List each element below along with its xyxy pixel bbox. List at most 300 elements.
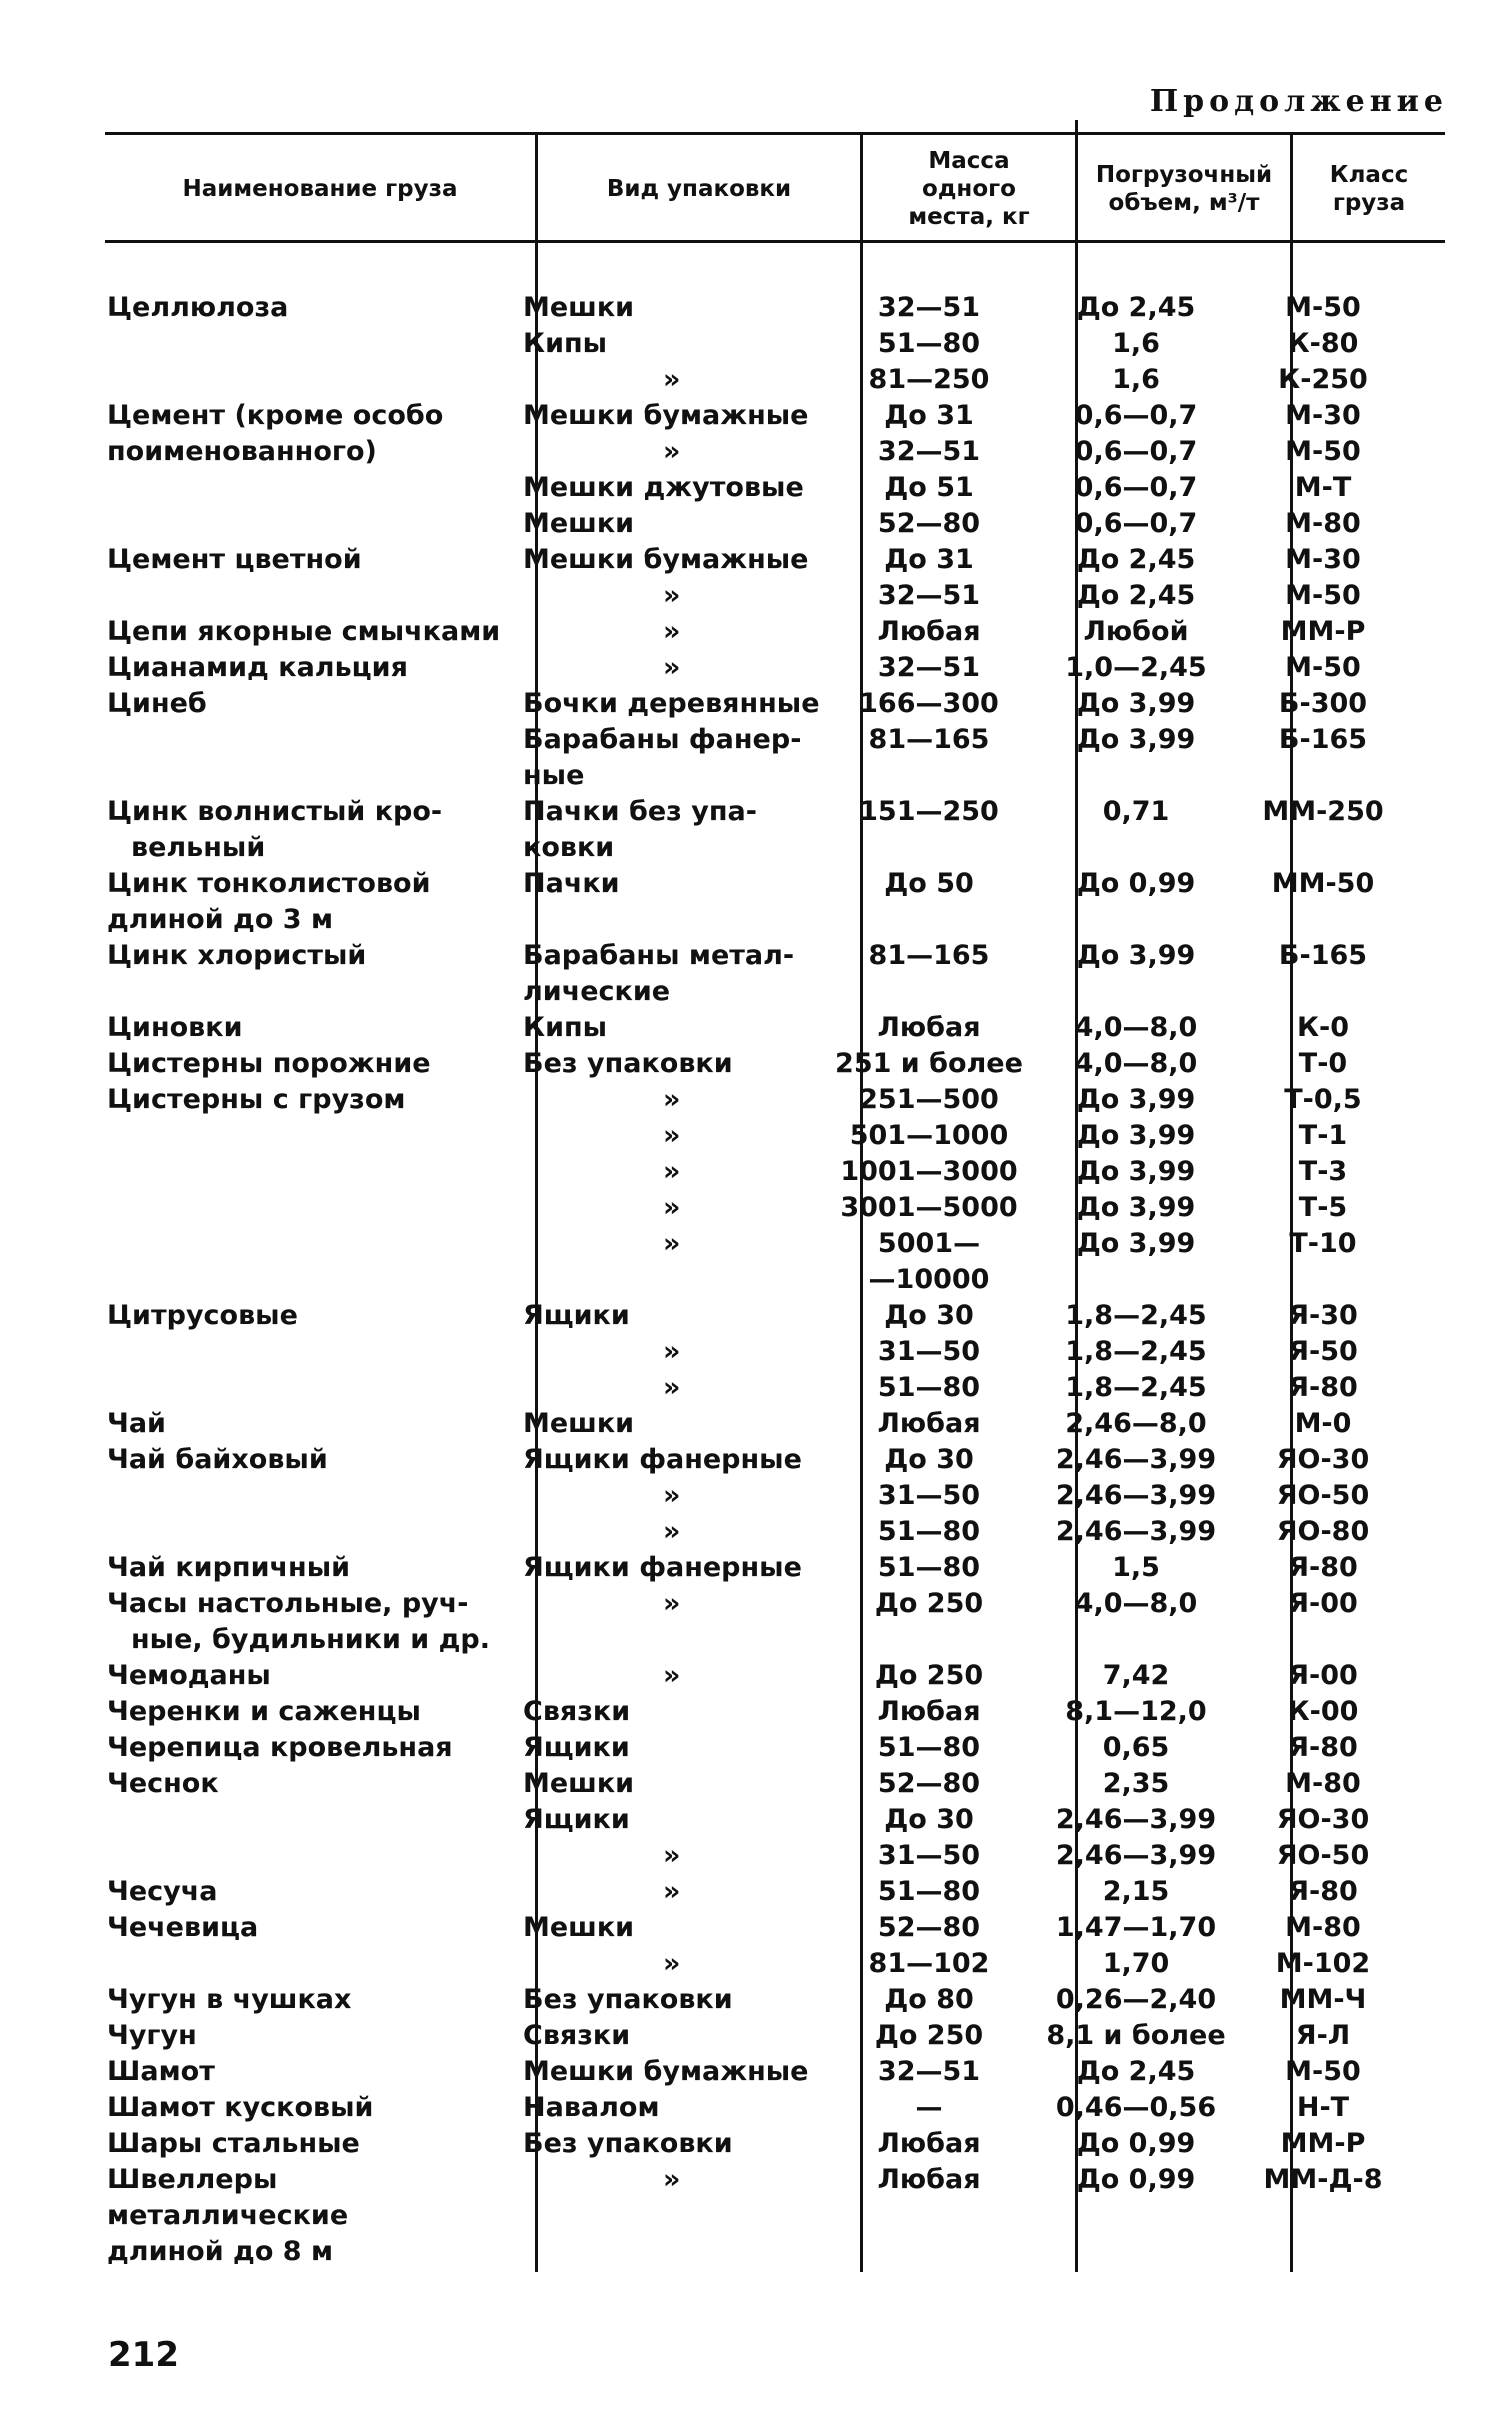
mass-cell: Любая bbox=[877, 2128, 981, 2159]
packaging-cell: » bbox=[663, 1192, 681, 1223]
volume-cell: 0,6—0,7 bbox=[1074, 472, 1198, 503]
mass-cell: До 51 bbox=[884, 472, 974, 503]
mass-cell: 32—51 bbox=[877, 580, 981, 611]
class-cell: Н-Т bbox=[1296, 2092, 1350, 2123]
class-cell: ЯО-30 bbox=[1276, 1804, 1370, 1835]
cargo-name-cell: вельный bbox=[131, 832, 266, 863]
cargo-name-cell: поименованного) bbox=[107, 436, 377, 467]
cargo-name-cell: длиной до 3 м bbox=[107, 904, 334, 935]
packaging-cell: Ящики bbox=[523, 1732, 630, 1763]
volume-cell: До 3,99 bbox=[1076, 1228, 1196, 1259]
volume-cell: 0,6—0,7 bbox=[1074, 436, 1198, 467]
table-header-rule bbox=[105, 240, 1445, 243]
cargo-name-cell: Цинеб bbox=[107, 688, 207, 719]
class-cell bbox=[1243, 1622, 1403, 1658]
class-cell: М-80 bbox=[1285, 1768, 1361, 1799]
mass-cell: До 30 bbox=[884, 1804, 974, 1835]
mass-cell: 251—500 bbox=[859, 1084, 999, 1115]
mass-cell: 32—51 bbox=[877, 436, 981, 467]
class-cell: ЯО-80 bbox=[1276, 1516, 1370, 1547]
mass-cell: 81—250 bbox=[868, 364, 990, 395]
volume-cell: До 3,99 bbox=[1076, 688, 1196, 719]
packaging-cell: Бочки деревянные bbox=[523, 688, 820, 719]
table-row bbox=[0, 722, 1504, 758]
cargo-name-cell: Чеснок bbox=[107, 1768, 219, 1799]
cargo-name-cell: Цинк хлористый bbox=[107, 940, 367, 971]
mass-cell bbox=[829, 974, 1029, 1010]
cargo-name-cell: Цепи якорные смычками bbox=[107, 616, 501, 647]
mass-cell bbox=[829, 830, 1029, 866]
table-row bbox=[0, 1694, 1504, 1730]
packaging-cell: » bbox=[663, 580, 681, 611]
cargo-name-cell bbox=[107, 1262, 527, 1298]
volume-cell: До 3,99 bbox=[1076, 1156, 1196, 1187]
cargo-name-cell: Черенки и саженцы bbox=[107, 1696, 421, 1727]
mass-cell: До 31 bbox=[884, 544, 974, 575]
volume-cell: 0,6—0,7 bbox=[1074, 508, 1198, 539]
class-cell: ЯО-50 bbox=[1276, 1480, 1370, 1511]
packaging-cell: Связки bbox=[523, 2020, 631, 2051]
table-row bbox=[0, 1982, 1504, 2018]
cargo-name-cell bbox=[107, 1838, 527, 1874]
class-cell: ММ-50 bbox=[1271, 868, 1375, 899]
packaging-cell: Ящики фанерные bbox=[523, 1552, 802, 1583]
volume-cell: 0,46—0,56 bbox=[1055, 2092, 1217, 2123]
volume-cell: 0,71 bbox=[1102, 796, 1170, 827]
table-row bbox=[0, 1442, 1504, 1478]
volume-cell bbox=[1029, 830, 1243, 866]
class-cell: Т-10 bbox=[1289, 1228, 1357, 1259]
volume-cell bbox=[1029, 2234, 1243, 2270]
cargo-name-cell bbox=[107, 362, 527, 398]
mass-cell: Любая bbox=[877, 616, 981, 647]
cargo-name-cell: Чечевица bbox=[107, 1912, 259, 1943]
table-row bbox=[0, 1478, 1504, 1514]
volume-cell: 2,15 bbox=[1102, 1876, 1170, 1907]
table-row bbox=[0, 470, 1504, 506]
cargo-name-cell bbox=[107, 1154, 527, 1190]
volume-cell bbox=[1029, 974, 1243, 1010]
packaging-cell: Без упаковки bbox=[523, 2128, 733, 2159]
mass-cell: 51—80 bbox=[877, 1372, 981, 1403]
table-row bbox=[0, 866, 1504, 902]
mass-cell: 501—1000 bbox=[849, 1120, 1009, 1151]
packaging-cell: Мешки bbox=[523, 508, 635, 539]
table-row bbox=[0, 1802, 1504, 1838]
mass-cell: До 30 bbox=[884, 1300, 974, 1331]
mass-cell bbox=[829, 902, 1029, 938]
packaging-cell bbox=[523, 1262, 823, 1298]
packaging-cell: » bbox=[663, 436, 681, 467]
class-cell: Я-80 bbox=[1288, 1732, 1358, 1763]
mass-cell bbox=[829, 758, 1029, 794]
mass-cell: 81—165 bbox=[868, 724, 990, 755]
volume-cell: 2,46—3,99 bbox=[1055, 1804, 1217, 1835]
packaging-cell: » bbox=[663, 1336, 681, 1367]
cargo-name-cell: Часы настольные, руч- bbox=[107, 1588, 469, 1619]
cargo-name-cell: Цианамид кальция bbox=[107, 652, 408, 683]
cargo-name-cell: Чугун в чушках bbox=[107, 1984, 352, 2015]
cargo-name-cell bbox=[107, 1190, 527, 1226]
mass-cell: 151—250 bbox=[859, 796, 999, 827]
volume-cell: 1,5 bbox=[1112, 1552, 1160, 1583]
cargo-name-cell: Цемент (кроме особо bbox=[107, 400, 444, 431]
volume-cell: 7,42 bbox=[1102, 1660, 1170, 1691]
volume-cell: До 2,45 bbox=[1076, 544, 1196, 575]
class-cell: М-80 bbox=[1285, 508, 1361, 539]
mass-cell: Любая bbox=[877, 2164, 981, 2195]
table-row bbox=[0, 1406, 1504, 1442]
volume-cell: 8,1 и более bbox=[1046, 2020, 1226, 2051]
table-row bbox=[0, 1298, 1504, 1334]
table-row bbox=[0, 1190, 1504, 1226]
packaging-cell bbox=[523, 1622, 823, 1658]
table-row bbox=[0, 1514, 1504, 1550]
table-row bbox=[0, 1334, 1504, 1370]
mass-cell: 51—80 bbox=[877, 1516, 981, 1547]
cargo-name-cell: Чугун bbox=[107, 2020, 197, 2051]
continued-label: Продолжение bbox=[1149, 84, 1448, 119]
packaging-cell: Ящики bbox=[523, 1300, 630, 1331]
volume-cell: 0,6—0,7 bbox=[1074, 400, 1198, 431]
table-row bbox=[0, 2162, 1504, 2234]
packaging-cell: Мешки бумажные bbox=[523, 2056, 809, 2087]
table-row bbox=[0, 578, 1504, 614]
table-row bbox=[0, 2126, 1504, 2162]
class-cell: М-50 bbox=[1285, 580, 1361, 611]
packaging-cell: » bbox=[663, 1948, 681, 1979]
mass-cell: 32—51 bbox=[877, 652, 981, 683]
class-cell: ММ-Д-8 bbox=[1263, 2164, 1383, 2195]
table-row bbox=[0, 2054, 1504, 2090]
table-row bbox=[0, 506, 1504, 542]
cargo-name-cell bbox=[107, 506, 527, 542]
cargo-name-cell: Цитрусовые bbox=[107, 1300, 298, 1331]
class-cell: М-50 bbox=[1285, 2056, 1361, 2087]
packaging-cell: » bbox=[663, 1516, 681, 1547]
class-cell: ЯО-50 bbox=[1276, 1840, 1370, 1871]
packaging-cell: » bbox=[663, 1084, 681, 1115]
packaging-cell: Барабаны фанер- bbox=[523, 724, 802, 755]
volume-cell: До 3,99 bbox=[1076, 1192, 1196, 1223]
volume-cell: 1,6 bbox=[1112, 328, 1160, 359]
table-row bbox=[0, 830, 1504, 866]
mass-cell: До 31 bbox=[884, 400, 974, 431]
table-row bbox=[0, 1766, 1504, 1802]
cargo-name-cell bbox=[107, 1370, 527, 1406]
mass-cell: 51—80 bbox=[877, 328, 981, 359]
cargo-name-cell bbox=[107, 1514, 527, 1550]
cargo-name-cell: Шамот bbox=[107, 2056, 215, 2087]
class-cell: Т-5 bbox=[1298, 1192, 1348, 1223]
volume-cell: До 2,45 bbox=[1076, 580, 1196, 611]
volume-cell: До 3,99 bbox=[1076, 1120, 1196, 1151]
class-cell bbox=[1243, 1262, 1403, 1298]
table-row bbox=[0, 758, 1504, 794]
class-cell: М-0 bbox=[1294, 1408, 1352, 1439]
class-cell: Б-165 bbox=[1278, 940, 1368, 971]
volume-cell: 2,46—3,99 bbox=[1055, 1480, 1217, 1511]
class-cell: К-0 bbox=[1296, 1012, 1350, 1043]
mass-cell: До 50 bbox=[884, 868, 974, 899]
table-row bbox=[0, 1910, 1504, 1946]
header-mass-label: Масса одного места, кг bbox=[908, 148, 1030, 230]
table-row bbox=[0, 650, 1504, 686]
cargo-name-cell: Целлюлоза bbox=[107, 292, 289, 323]
table-row bbox=[0, 974, 1504, 1010]
mass-cell: До 80 bbox=[884, 1984, 974, 2015]
class-cell: ММ-Р bbox=[1280, 2128, 1366, 2159]
header-volume bbox=[1078, 138, 1290, 240]
packaging-cell: Без упаковки bbox=[523, 1048, 733, 1079]
mass-cell: 81—165 bbox=[868, 940, 990, 971]
class-cell: Т-3 bbox=[1298, 1156, 1348, 1187]
table-row bbox=[0, 362, 1504, 398]
packaging-cell: » bbox=[663, 1120, 681, 1151]
class-cell: Я-00 bbox=[1288, 1588, 1358, 1619]
mass-cell bbox=[829, 1622, 1029, 1658]
table-row bbox=[0, 1082, 1504, 1118]
mass-cell: 52—80 bbox=[877, 1768, 981, 1799]
volume-cell: 2,35 bbox=[1102, 1768, 1170, 1799]
packaging-cell: ковки bbox=[523, 832, 615, 863]
volume-cell: До 3,99 bbox=[1076, 724, 1196, 755]
volume-cell: 1,8—2,45 bbox=[1065, 1372, 1207, 1403]
table-row bbox=[0, 938, 1504, 974]
volume-cell: Любой bbox=[1083, 616, 1189, 647]
mass-cell: До 250 bbox=[874, 2020, 984, 2051]
cargo-name-cell: длиной до 8 м bbox=[107, 2236, 334, 2267]
header-cargo-name: Наименование груза bbox=[182, 176, 458, 202]
volume-cell: 0,26—2,40 bbox=[1055, 1984, 1217, 2015]
cargo-name-cell bbox=[107, 470, 527, 506]
class-cell: Б-165 bbox=[1278, 724, 1368, 755]
table-row bbox=[0, 1010, 1504, 1046]
cargo-name-cell: Цинк тонколистовой bbox=[107, 868, 431, 899]
class-cell: М-102 bbox=[1275, 1948, 1371, 1979]
packaging-cell: Пачки bbox=[523, 868, 620, 899]
table-row bbox=[0, 398, 1504, 434]
packaging-cell: » bbox=[663, 1228, 681, 1259]
packaging-cell: » bbox=[663, 1372, 681, 1403]
mass-cell: До 30 bbox=[884, 1444, 974, 1475]
packaging-cell: ные bbox=[523, 760, 585, 791]
class-cell: Б-300 bbox=[1278, 688, 1368, 719]
volume-cell: До 0,99 bbox=[1076, 868, 1196, 899]
cargo-name-cell: Чай bbox=[107, 1408, 166, 1439]
packaging-cell: » bbox=[663, 652, 681, 683]
volume-cell: До 3,99 bbox=[1076, 940, 1196, 971]
mass-cell: — bbox=[915, 2092, 943, 2123]
volume-cell: 1,47—1,70 bbox=[1055, 1912, 1217, 1943]
packaging-cell: Барабаны метал- bbox=[523, 940, 795, 971]
cargo-name-cell: Шамот кусковый bbox=[107, 2092, 374, 2123]
mass-cell: 166—300 bbox=[859, 688, 999, 719]
class-cell: К-80 bbox=[1287, 328, 1359, 359]
packaging-cell: Пачки без упа- bbox=[523, 796, 757, 827]
packaging-cell: лические bbox=[523, 976, 671, 1007]
cargo-name-cell: Чесуча bbox=[107, 1876, 218, 1907]
class-cell: Т-1 bbox=[1298, 1120, 1348, 1151]
packaging-cell: Кипы bbox=[523, 328, 608, 359]
packaging-cell: » bbox=[663, 1156, 681, 1187]
volume-cell: 2,46—3,99 bbox=[1055, 1516, 1217, 1547]
mass-cell: 31—50 bbox=[877, 1480, 981, 1511]
packaging-cell: Мешки бумажные bbox=[523, 400, 809, 431]
packaging-cell: Ящики фанерные bbox=[523, 1444, 802, 1475]
class-cell: ММ-250 bbox=[1262, 796, 1384, 827]
class-cell bbox=[1243, 2234, 1403, 2270]
table-row bbox=[0, 542, 1504, 578]
class-cell: Я-80 bbox=[1288, 1372, 1358, 1403]
mass-cell: 5001— bbox=[877, 1228, 981, 1259]
packaging-cell: » bbox=[663, 364, 681, 395]
volume-cell: До 0,99 bbox=[1076, 2164, 1196, 2195]
header-class bbox=[1293, 138, 1445, 240]
class-cell bbox=[1243, 758, 1403, 794]
packaging-cell: » bbox=[663, 1588, 681, 1619]
volume-cell: 1,8—2,45 bbox=[1065, 1336, 1207, 1367]
table-row bbox=[0, 1154, 1504, 1190]
volume-cell bbox=[1029, 1262, 1243, 1298]
packaging-cell: » bbox=[663, 1660, 681, 1691]
mass-cell: 51—80 bbox=[877, 1876, 981, 1907]
mass-cell: 32—51 bbox=[877, 2056, 981, 2087]
cargo-name-cell: Цистерны порожние bbox=[107, 1048, 431, 1079]
cargo-name-cell: Чай кирпичный bbox=[107, 1552, 351, 1583]
table-row bbox=[0, 1118, 1504, 1154]
packaging-cell: Мешки джутовые bbox=[523, 472, 804, 503]
cargo-name-cell: Черепица кровельная bbox=[107, 1732, 453, 1763]
table-row bbox=[0, 1658, 1504, 1694]
class-cell: ММ-Ч bbox=[1279, 1984, 1367, 2015]
page-number: 212 bbox=[108, 2335, 179, 2375]
class-cell: Я-Л bbox=[1295, 2020, 1351, 2051]
mass-cell: 52—80 bbox=[877, 508, 981, 539]
mass-cell: До 250 bbox=[874, 1588, 984, 1619]
mass-cell: 51—80 bbox=[877, 1552, 981, 1583]
cargo-name-cell: Чемоданы bbox=[107, 1660, 271, 1691]
volume-cell: 2,46—3,99 bbox=[1055, 1444, 1217, 1475]
class-cell: Т-0 bbox=[1298, 1048, 1348, 1079]
volume-cell: 8,1—12,0 bbox=[1065, 1696, 1207, 1727]
cargo-name-cell: Чай байховый bbox=[107, 1444, 328, 1475]
cargo-name-cell bbox=[107, 578, 527, 614]
class-cell: Т-0,5 bbox=[1284, 1084, 1362, 1115]
volume-cell: 4,0—8,0 bbox=[1074, 1012, 1198, 1043]
class-cell: ЯО-30 bbox=[1276, 1444, 1370, 1475]
cargo-name-cell bbox=[107, 1946, 527, 1982]
packaging-cell: Мешки бумажные bbox=[523, 544, 809, 575]
volume-cell: До 0,99 bbox=[1076, 2128, 1196, 2159]
packaging-cell bbox=[523, 2234, 823, 2270]
class-cell: Я-50 bbox=[1288, 1336, 1358, 1367]
cargo-name-cell bbox=[107, 722, 527, 758]
volume-cell: 4,0—8,0 bbox=[1074, 1048, 1198, 1079]
table-row bbox=[0, 614, 1504, 650]
table-row bbox=[0, 1046, 1504, 1082]
volume-cell: 2,46—8,0 bbox=[1065, 1408, 1207, 1439]
class-cell: К-00 bbox=[1287, 1696, 1359, 1727]
mass-cell: 51—80 bbox=[877, 1732, 981, 1763]
cargo-name-cell bbox=[107, 1478, 527, 1514]
mass-cell: 31—50 bbox=[877, 1336, 981, 1367]
header-volume-label: Погрузочный объем, м³/т bbox=[1095, 162, 1273, 216]
packaging-cell: Навалом bbox=[523, 2092, 660, 2123]
table-row bbox=[0, 686, 1504, 722]
mass-cell: До 250 bbox=[874, 1660, 984, 1691]
mass-cell: 81—102 bbox=[868, 1948, 990, 1979]
table-row bbox=[0, 1226, 1504, 1262]
class-cell: Я-80 bbox=[1288, 1552, 1358, 1583]
cargo-name-cell bbox=[107, 1802, 527, 1838]
class-cell: Я-30 bbox=[1288, 1300, 1358, 1331]
class-cell bbox=[1243, 830, 1403, 866]
table-row bbox=[0, 2234, 1504, 2270]
mass-cell: Любая bbox=[877, 1408, 981, 1439]
packaging-cell: » bbox=[663, 2164, 681, 2195]
packaging-cell: Кипы bbox=[523, 1012, 608, 1043]
packaging-cell: » bbox=[663, 1876, 681, 1907]
mass-cell bbox=[829, 2234, 1029, 2270]
class-cell: М-30 bbox=[1285, 544, 1361, 575]
packaging-cell: Мешки bbox=[523, 1768, 635, 1799]
mass-cell: Любая bbox=[877, 1696, 981, 1727]
class-cell: М-Т bbox=[1294, 472, 1352, 503]
class-cell: М-50 bbox=[1285, 292, 1361, 323]
mass-cell: 32—51 bbox=[877, 292, 981, 323]
table-row bbox=[0, 1874, 1504, 1910]
packaging-cell: Мешки bbox=[523, 292, 635, 323]
packaging-cell: » bbox=[663, 1480, 681, 1511]
cargo-name-cell: Цистерны с грузом bbox=[107, 1084, 406, 1115]
volume-cell bbox=[1029, 902, 1243, 938]
table-row bbox=[0, 1730, 1504, 1766]
table-row bbox=[0, 1946, 1504, 1982]
table-row bbox=[0, 1370, 1504, 1406]
table-row bbox=[0, 1838, 1504, 1874]
volume-cell bbox=[1029, 1622, 1243, 1658]
packaging-cell: » bbox=[663, 616, 681, 647]
table-top-rule bbox=[105, 132, 1445, 135]
volume-cell: 2,46—3,99 bbox=[1055, 1840, 1217, 1871]
volume-cell: 4,0—8,0 bbox=[1074, 1588, 1198, 1619]
mass-cell: Любая bbox=[877, 1012, 981, 1043]
class-cell bbox=[1243, 974, 1403, 1010]
class-cell: К-250 bbox=[1278, 364, 1368, 395]
table-row bbox=[0, 1622, 1504, 1658]
packaging-cell: Ящики bbox=[523, 1804, 630, 1835]
class-cell: М-50 bbox=[1285, 652, 1361, 683]
volume-cell bbox=[1029, 758, 1243, 794]
volume-cell: 1,6 bbox=[1112, 364, 1160, 395]
header-packaging: Вид упаковки bbox=[606, 176, 792, 202]
cargo-name-cell: Цемент цветной bbox=[107, 544, 362, 575]
volume-cell: До 2,45 bbox=[1076, 292, 1196, 323]
mass-cell: 52—80 bbox=[877, 1912, 981, 1943]
volume-cell: До 2,45 bbox=[1076, 2056, 1196, 2087]
cargo-name-cell bbox=[107, 1334, 527, 1370]
packaging-cell: Мешки bbox=[523, 1912, 635, 1943]
table-row bbox=[0, 1262, 1504, 1298]
class-cell: ММ-Р bbox=[1280, 616, 1366, 647]
cargo-name-cell bbox=[107, 1226, 527, 1262]
header-mass bbox=[863, 138, 1075, 240]
class-cell: М-80 bbox=[1285, 1912, 1361, 1943]
mass-cell: —10000 bbox=[868, 1264, 990, 1295]
class-cell: Я-00 bbox=[1288, 1660, 1358, 1691]
packaging-cell: Мешки bbox=[523, 1408, 635, 1439]
